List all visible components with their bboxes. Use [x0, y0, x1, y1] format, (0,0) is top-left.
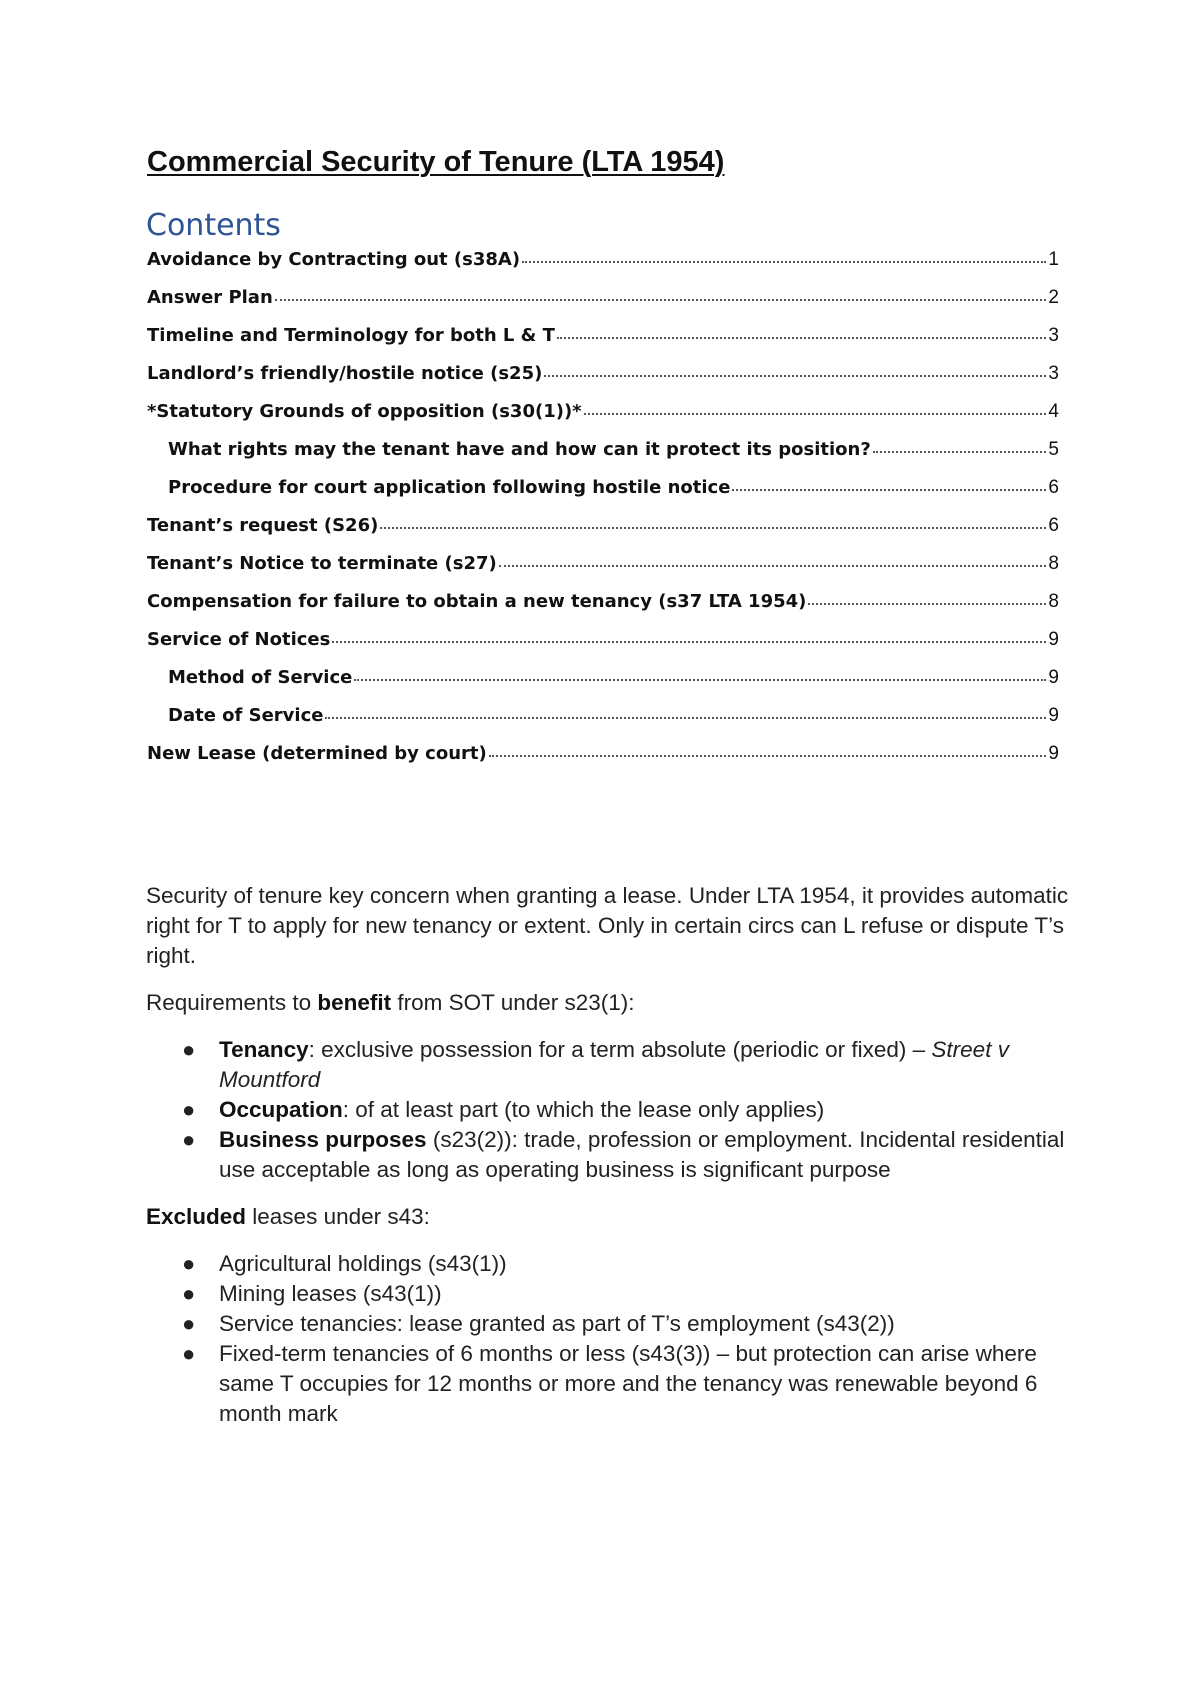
toc-dot-leader: [275, 299, 1047, 301]
toc-entry-page-number: 5: [1048, 439, 1059, 460]
requirement-description: : exclusive possession for a term absolute (periodic or fixed) –: [308, 1037, 932, 1062]
case-citation: Street v Mountford: [219, 1037, 1009, 1092]
toc-entry-label: What rights may the tenant have and how can it protect its position?: [168, 439, 871, 460]
bullet-icon: ●: [182, 1037, 196, 1062]
toc-dot-leader: [354, 679, 1046, 681]
requirement-item: [182, 1035, 1076, 1095]
requirements-lead-bold: benefit: [317, 990, 392, 1015]
toc-entry[interactable]: [147, 439, 1059, 477]
intro-paragraph: Security of tenure key concern when granting a lease. Under LTA 1954, it provides automatic right for T to apply for new tenancy or extent. Only in certain circs can L refuse or dispute T’s right.: [146, 883, 1069, 968]
bullet-icon: ●: [182, 1311, 196, 1336]
bullet-icon: ●: [182, 1127, 196, 1152]
toc-dot-leader: [544, 375, 1046, 377]
toc-entry-label: Procedure for court application following hostile notice: [168, 477, 731, 498]
toc-entry-page-number: 1: [1048, 249, 1059, 270]
toc-entry-page-number: 8: [1048, 591, 1059, 612]
toc-heading: Contents: [146, 208, 281, 243]
toc-dot-leader: [380, 527, 1046, 529]
toc-dot-leader: [808, 603, 1046, 605]
toc-entry-page-number: 6: [1048, 515, 1059, 536]
toc-entry-page-number: 6: [1048, 477, 1059, 498]
table-of-contents: [147, 249, 1059, 781]
toc-entry[interactable]: [147, 477, 1059, 515]
bullet-icon: ●: [182, 1097, 196, 1122]
toc-entry-label: Service of Notices: [147, 629, 331, 650]
toc-dot-leader: [873, 451, 1047, 453]
toc-entry-label: Compensation for failure to obtain a new tenancy (s37 LTA 1954): [147, 591, 807, 612]
toc-entry[interactable]: [147, 287, 1059, 325]
bullet-icon: ●: [182, 1341, 196, 1366]
excluded-list: [146, 1249, 1076, 1429]
toc-entry-page-number: 3: [1048, 325, 1059, 346]
excluded-lead: [146, 1202, 1076, 1232]
requirements-lead-before: Requirements to: [146, 990, 318, 1015]
document-title: Commercial Security of Tenure (LTA 1954): [147, 146, 725, 178]
toc-entry-page-number: 9: [1048, 667, 1059, 688]
toc-dot-leader: [557, 337, 1047, 339]
requirement-item: [182, 1095, 1076, 1125]
toc-entry[interactable]: [147, 553, 1059, 591]
toc-entry-page-number: 8: [1048, 553, 1059, 574]
requirement-item: [182, 1125, 1076, 1185]
toc-entry-page-number: 4: [1048, 401, 1059, 422]
requirement-description: (s23(2)): trade, profession or employment. Incidental residential use acceptable as long as operating business is significant purpose: [219, 1127, 1065, 1182]
excluded-item: [182, 1339, 1076, 1429]
toc-dot-leader: [332, 641, 1046, 643]
toc-entry-label: *Statutory Grounds of opposition (s30(1))*: [147, 401, 582, 422]
toc-entry-page-number: 9: [1048, 743, 1059, 764]
toc-dot-leader: [325, 717, 1046, 719]
excluded-item-text: Mining leases (s43(1)): [219, 1281, 442, 1306]
excluded-item: [182, 1249, 1076, 1279]
bullet-icon: ●: [182, 1251, 196, 1276]
toc-entry-label: Answer Plan: [147, 287, 273, 308]
toc-entry[interactable]: [147, 705, 1059, 743]
toc-entry[interactable]: [147, 515, 1059, 553]
requirement-description: : of at least part (to which the lease only applies): [342, 1097, 825, 1122]
toc-entry-label: Timeline and Terminology for both L & T: [147, 325, 555, 346]
requirement-term: Occupation: [219, 1097, 343, 1122]
toc-entry-page-number: 9: [1048, 629, 1059, 650]
toc-entry-page-number: 3: [1048, 363, 1059, 384]
excluded-lead-after: leases under s43:: [246, 1204, 430, 1229]
toc-dot-leader: [499, 565, 1047, 567]
excluded-item-text: Fixed-term tenancies of 6 months or less (s43(3)) – but protection can arise where same T occupies for 12 months or more and the tenancy was renewable beyond 6 month mark: [219, 1341, 1038, 1426]
toc-entry[interactable]: [147, 401, 1059, 439]
toc-dot-leader: [489, 755, 1047, 757]
toc-entry-label: Date of Service: [168, 705, 324, 726]
toc-entry[interactable]: [147, 591, 1059, 629]
requirement-term: Tenancy: [219, 1037, 309, 1062]
toc-entry-page-number: 9: [1048, 705, 1059, 726]
toc-entry-label: New Lease (determined by court): [147, 743, 487, 764]
toc-entry-label: Tenant’s request (S26): [147, 515, 379, 536]
toc-dot-leader: [732, 489, 1046, 491]
requirements-lead-after: from SOT under s23(1):: [391, 990, 635, 1015]
excluded-item-text: Agricultural holdings (s43(1)): [219, 1251, 507, 1276]
toc-entry[interactable]: [147, 363, 1059, 401]
toc-dot-leader: [584, 413, 1047, 415]
toc-entry[interactable]: [147, 325, 1059, 363]
toc-dot-leader: [522, 261, 1046, 263]
excluded-item: [182, 1309, 1076, 1339]
toc-entry[interactable]: [147, 743, 1059, 781]
toc-entry-label: Landlord’s friendly/hostile notice (s25): [147, 363, 543, 384]
excluded-item: [182, 1279, 1076, 1309]
toc-entry-page-number: 2: [1048, 287, 1059, 308]
requirements-list: [146, 1035, 1076, 1185]
requirement-term: Business purposes: [219, 1127, 427, 1152]
bullet-icon: ●: [182, 1281, 196, 1306]
toc-entry[interactable]: [147, 667, 1059, 705]
toc-entry[interactable]: [147, 249, 1059, 287]
toc-entry-label: Tenant’s Notice to terminate (s27): [147, 553, 497, 574]
excluded-lead-bold: Excluded: [146, 1204, 247, 1229]
document-body: [146, 881, 1076, 1446]
toc-entry-label: Avoidance by Contracting out (s38A): [147, 249, 521, 270]
toc-entry-label: Method of Service: [168, 667, 353, 688]
toc-entry[interactable]: [147, 629, 1059, 667]
requirements-lead: [146, 988, 1076, 1018]
excluded-item-text: Service tenancies: lease granted as part of T’s employment (s43(2)): [219, 1311, 895, 1336]
